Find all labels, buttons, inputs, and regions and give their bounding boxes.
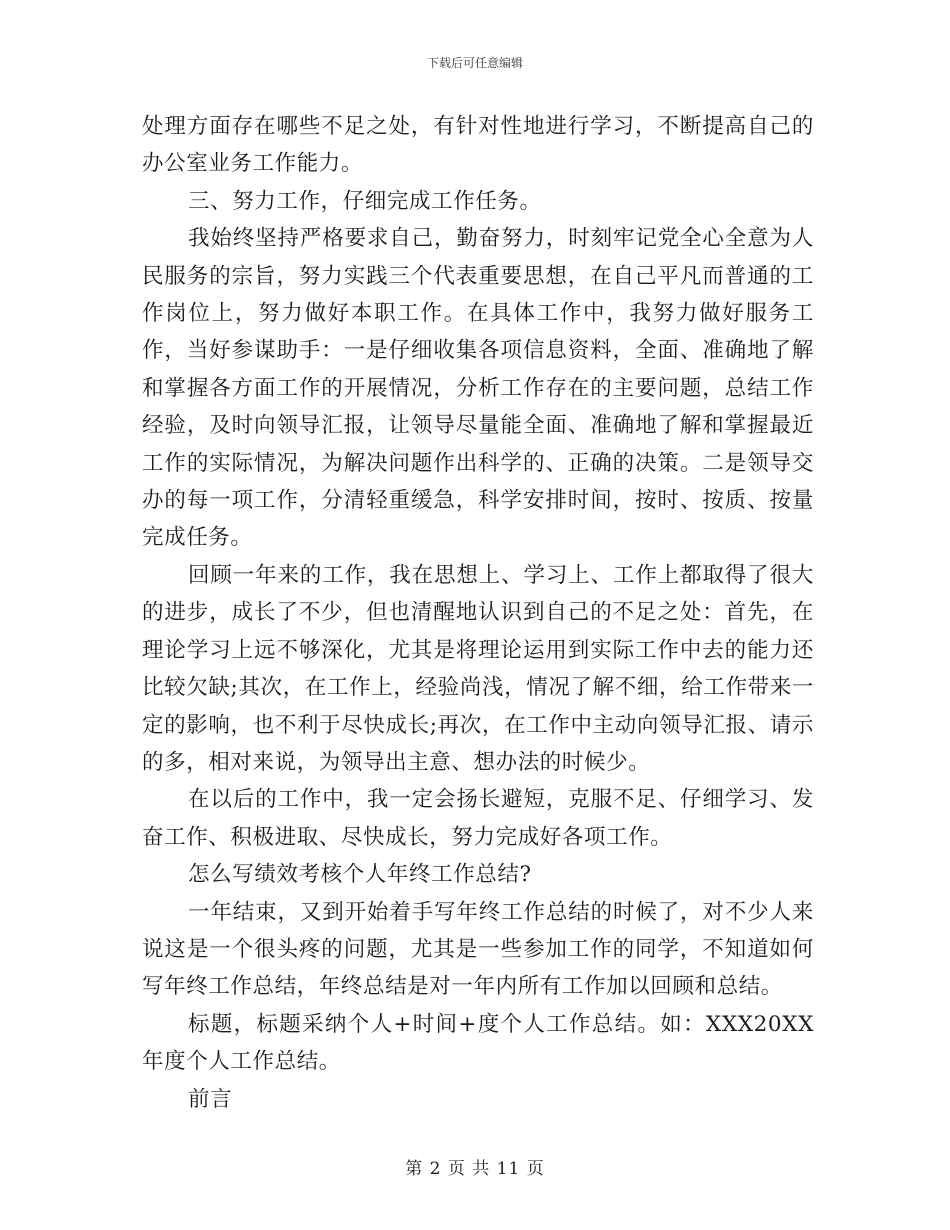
section-heading: 三、努力工作，仔细完成工作任务。 (188, 188, 542, 214)
page-header-note: 下载后可任意编辑 (426, 56, 523, 70)
subheading: 怎么写绩效考核个人年终工作总结? (188, 862, 532, 888)
page-number-footer: 第 2 页 共 11 页 (405, 1159, 545, 1179)
paragraph: 我始终坚持严格要求自己，勤奋努力，时刻牢记党全心全意为人民服务的宗旨，努力实践三个代表重要思想，在自己平凡而普通的工作岗位上，努力做好本职工作。在具体工作中，我努力做好服务工作，当好参谋助手：一是仔细收集各项信息资料，全面、准确地了解和掌握各方面工作的开展情况，分析工作存在的主要问题，总结工作经验，及时向领导汇报，让领导尽量能全面、准确地了解和掌握最近工作的实际情况，为解决问题作出科学的、正确的决策。二是领导交办的每一项工作，分清轻重缓急，科学安排时间，按时、按质、按量完成任务。 (142, 226, 814, 551)
paragraph: 处理方面存在哪些不足之处，有针对性地进行学习，不断提高自己的办公室业务工作能力。 (142, 114, 814, 177)
document-body (142, 108, 814, 1118)
paragraph: 一年结束，又到开始着手写年终工作总结的时候了，对不少人来说这是一个很头疼的问题，尤其是一些参加工作的同学，不知道如何写年终工作总结，年终总结是对一年内所有工作加以回顾和总结。 (142, 899, 814, 1000)
paragraph: 在以后的工作中，我一定会扬长避短，克服不足、仔细学习、发奋工作、积极进取、尽快成长，努力完成好各项工作。 (142, 787, 814, 850)
paragraph: 回顾一年来的工作，我在思想上、学习上、工作上都取得了很大的进步，成长了不少，但也清醒地认识到自己的不足之处：首先，在理论学习上远不够深化，尤其是将理论运用到实际工作中去的能力还比较欠缺;其次，在工作上，经验尚浅，情况了解不细，给工作带来一定的影响，也不利于尽快成长;再次，在工作中主动向领导汇报、请示的多，相对来说，为领导出主意、想办法的时候少。 (142, 562, 814, 775)
paragraph: 前言 (188, 1086, 233, 1112)
paragraph: 标题，标题采纳个人+时间+度个人工作总结。如：XXX20XX年度个人工作总结。 (142, 1011, 814, 1075)
